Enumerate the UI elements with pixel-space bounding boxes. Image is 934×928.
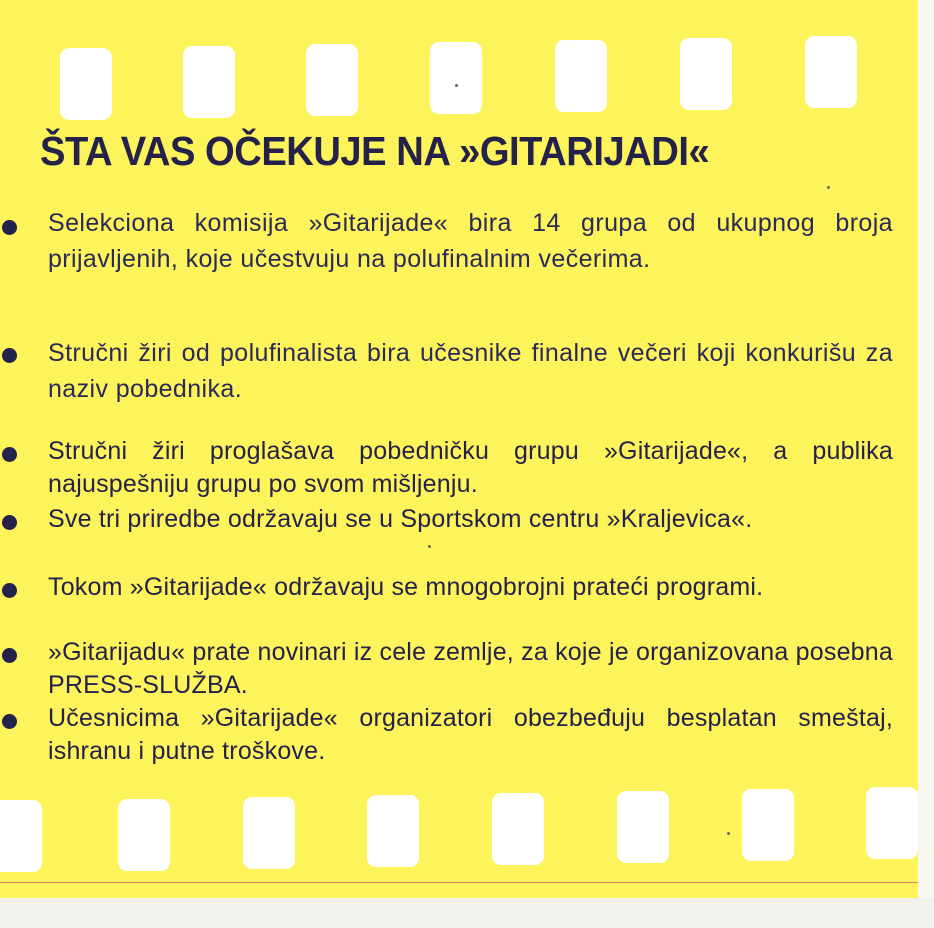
- list-item-text: Tokom »Gitarijade« održavaju se mnogobrojni prateći programi.: [48, 573, 764, 601]
- list-item-text: Stručni žiri od polufinalista bira učesnike finalne večeri koji konkurišu za naziv pobednika.: [48, 339, 893, 403]
- print-speck: [455, 84, 458, 87]
- bullet-icon: [2, 714, 17, 729]
- bullet-icon: [2, 348, 17, 363]
- film-sprocket-hole: [243, 797, 295, 869]
- bullet-icon: [2, 220, 17, 235]
- film-sprocket-hole: [306, 44, 358, 116]
- page-margin: [0, 898, 934, 928]
- film-sprocket-hole: [617, 791, 669, 863]
- print-speck: [428, 545, 431, 548]
- film-sprocket-hole: [0, 800, 42, 872]
- film-sprocket-hole: [492, 793, 544, 865]
- page-title: ŠTA VAS OČEKUJE NA »GITARIJADI«: [40, 128, 710, 174]
- film-sprocket-hole: [367, 795, 419, 867]
- film-sprocket-hole: [118, 799, 170, 871]
- print-speck: [827, 186, 830, 189]
- list-item-text: Selekciona komisija »Gitarijade« bira 14 grupa od ukupnog broja prijavljenih, koje učestvuju na polufinalnim večerima.: [48, 209, 893, 273]
- bullet-icon: [2, 515, 17, 530]
- list-item-text: Stručni žiri proglašava pobedničku grupu »Gitarijade«, a publika najuspešniju grupu po svom mišljenju.: [48, 437, 893, 498]
- film-sprocket-hole: [680, 38, 732, 110]
- film-sprocket-hole: [742, 789, 794, 861]
- page-margin: [918, 0, 934, 928]
- film-sprocket-hole: [60, 48, 112, 120]
- film-sprocket-hole: [555, 40, 607, 112]
- bullet-icon: [2, 447, 17, 462]
- print-speck: [727, 832, 730, 835]
- bullet-icon: [2, 648, 17, 663]
- film-sprocket-hole: [430, 42, 482, 114]
- film-sprocket-hole: [805, 36, 857, 108]
- list-item-text: Sve tri priredbe održavaju se u Sportskom centru »Kraljevica«.: [48, 505, 753, 533]
- list-item-text: Učesnicima »Gitarijade« organizatori obezbeđuju besplatan smeštaj, ishranu i putne troškove.: [48, 704, 893, 765]
- film-sprocket-hole: [183, 46, 235, 118]
- divider-line: [0, 882, 918, 883]
- film-sprocket-hole: [866, 787, 918, 859]
- list-item-text: »Gitarijadu« prate novinari iz cele zemlje, za koje je organizovana posebna PRESS-SLUŽBA.: [48, 638, 893, 699]
- bullet-icon: [2, 583, 17, 598]
